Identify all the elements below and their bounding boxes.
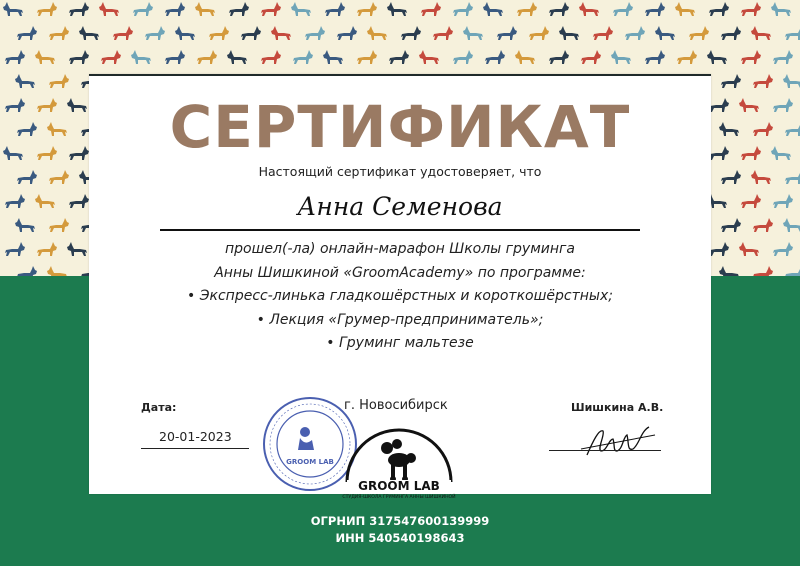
dog-silhouette xyxy=(432,26,453,40)
dog-silhouette xyxy=(452,2,473,16)
dog-silhouette xyxy=(580,50,601,64)
dog-silhouette xyxy=(228,2,249,16)
signature-underline xyxy=(549,450,661,451)
dog-silhouette xyxy=(112,26,133,40)
dog-silhouette xyxy=(784,170,800,184)
dog-silhouette xyxy=(772,194,793,208)
program-line: прошел(-ла) онлайн-марафон Школы груминга xyxy=(225,241,575,257)
dog-silhouette xyxy=(100,50,121,64)
dog-silhouette xyxy=(752,122,773,136)
dog-silhouette xyxy=(739,98,760,112)
dog-silhouette xyxy=(675,2,696,16)
dog-silhouette xyxy=(612,2,633,16)
program-item: • Груминг мальтезе xyxy=(326,335,474,351)
dog-silhouette xyxy=(132,2,153,16)
dog-silhouette xyxy=(68,194,89,208)
dog-silhouette xyxy=(4,194,25,208)
dog-silhouette xyxy=(15,218,36,232)
program-text xyxy=(89,238,711,356)
dog-silhouette xyxy=(175,26,196,40)
dog-silhouette xyxy=(79,26,100,40)
certificate-intro: Настоящий сертификат удостоверяет, что xyxy=(258,164,542,179)
dog-silhouette xyxy=(548,50,569,64)
dog-silhouette xyxy=(16,266,37,276)
dog-silhouette xyxy=(720,170,741,184)
dog-silhouette xyxy=(452,50,473,64)
dog-silhouette xyxy=(688,26,709,40)
dog-silhouette xyxy=(16,170,37,184)
dog-silhouette xyxy=(772,242,793,256)
dog-silhouette xyxy=(16,26,37,40)
dog-silhouette xyxy=(528,26,549,40)
dog-silhouette xyxy=(463,26,484,40)
dog-silhouette xyxy=(387,2,408,16)
dog-silhouette xyxy=(772,50,793,64)
dog-silhouette xyxy=(592,26,613,40)
dog-silhouette xyxy=(336,26,357,40)
dog-silhouette xyxy=(36,242,57,256)
dog-silhouette xyxy=(68,2,89,16)
dog-silhouette xyxy=(484,50,505,64)
dog-silhouette xyxy=(271,26,292,40)
program-item: • Экспресс-линька гладкошёрстных и короткошёрстных; xyxy=(187,288,613,304)
dog-silhouette xyxy=(483,2,504,16)
dog-silhouette xyxy=(676,50,697,64)
dog-silhouette xyxy=(3,2,24,16)
dog-silhouette xyxy=(783,74,800,88)
certificate-title: СЕРТИФИКАТ xyxy=(169,93,631,161)
dog-silhouette xyxy=(708,2,729,16)
dog-silhouette xyxy=(516,2,537,16)
dog-silhouette xyxy=(420,2,441,16)
dog-silhouette xyxy=(68,50,89,64)
date-value: 20-01-2023 xyxy=(159,429,232,444)
dog-silhouette xyxy=(400,26,421,40)
ogrnip-text: ОГРНИП 317547600139999 xyxy=(310,514,490,528)
dog-silhouette xyxy=(240,26,261,40)
dog-silhouette xyxy=(3,146,24,160)
handwritten-signature xyxy=(579,421,659,461)
dog-silhouette xyxy=(304,26,325,40)
dog-silhouette xyxy=(655,26,676,40)
recipient-name: Анна Семенова xyxy=(297,192,503,221)
dog-silhouette xyxy=(196,50,217,64)
dog-silhouette xyxy=(48,170,69,184)
program-item: • Лекция «Грумер-предприниматель»; xyxy=(256,311,544,328)
name-underline xyxy=(160,229,640,231)
dog-silhouette xyxy=(752,266,773,276)
dog-silhouette xyxy=(739,242,760,256)
dog-silhouette xyxy=(611,50,632,64)
dog-silhouette xyxy=(260,50,281,64)
city: г. Новосибирск xyxy=(344,398,448,413)
dog-silhouette xyxy=(36,98,57,112)
dog-silhouette xyxy=(708,98,729,112)
dog-silhouette xyxy=(67,242,88,256)
dog-silhouette xyxy=(4,50,25,64)
dog-silhouette xyxy=(227,50,248,64)
dog-silhouette xyxy=(720,26,741,40)
dog-silhouette xyxy=(784,26,800,40)
dog-silhouette xyxy=(771,146,792,160)
stamp-center-text: GROOM LAB xyxy=(286,458,334,466)
dog-silhouette xyxy=(16,122,37,136)
dog-silhouette xyxy=(67,98,88,112)
certificate-card xyxy=(89,74,711,500)
dog-silhouette xyxy=(260,2,281,16)
dog-silhouette xyxy=(195,2,216,16)
dog-silhouette xyxy=(36,146,57,160)
dog-silhouette xyxy=(708,242,729,256)
dog-silhouette xyxy=(515,50,536,64)
dog-silhouette xyxy=(4,242,25,256)
dog-silhouette xyxy=(559,26,580,40)
dog-silhouette xyxy=(367,26,388,40)
dog-silhouette xyxy=(324,2,345,16)
dog-silhouette xyxy=(356,2,377,16)
dog-silhouette xyxy=(752,74,773,88)
dog-silhouette xyxy=(131,50,152,64)
groom-lab-logo xyxy=(339,428,459,500)
dog-silhouette xyxy=(15,74,36,88)
dog-silhouette xyxy=(291,2,312,16)
dog-silhouette xyxy=(164,50,185,64)
dog-silhouette xyxy=(720,218,741,232)
registration-info xyxy=(0,513,800,547)
dog-silhouette xyxy=(751,170,772,184)
dog-silhouette xyxy=(784,266,800,276)
dog-silhouette xyxy=(47,266,68,276)
dog-silhouette xyxy=(35,194,56,208)
dog-silhouette xyxy=(48,74,69,88)
dog-silhouette xyxy=(68,146,89,160)
dog-silhouette xyxy=(4,98,25,112)
dog-silhouette xyxy=(99,2,120,16)
date-underline xyxy=(141,448,249,449)
dog-silhouette xyxy=(47,122,68,136)
signer-name: Шишкина А.В. xyxy=(571,401,664,414)
dog-silhouette xyxy=(35,50,56,64)
dog-silhouette xyxy=(164,2,185,16)
dog-silhouette xyxy=(208,26,229,40)
dog-silhouette xyxy=(356,50,377,64)
dog-silhouette xyxy=(579,2,600,16)
dog-silhouette xyxy=(740,2,761,16)
dog-silhouette xyxy=(48,218,69,232)
dog-silhouette xyxy=(36,2,57,16)
dog-silhouette xyxy=(548,2,569,16)
dog-silhouette xyxy=(707,50,728,64)
dog-silhouette xyxy=(740,50,761,64)
program-line: Анны Шишкиной «GroomAcademy» по программе: xyxy=(214,264,586,281)
dog-silhouette xyxy=(644,2,665,16)
dog-silhouette xyxy=(292,50,313,64)
dog-silhouette xyxy=(772,98,793,112)
dog-silhouette xyxy=(496,26,517,40)
dog-silhouette xyxy=(740,146,761,160)
dog-silhouette xyxy=(144,26,165,40)
dog-silhouette xyxy=(48,26,69,40)
dog-silhouette xyxy=(644,50,665,64)
dog-silhouette xyxy=(783,218,800,232)
dog-silhouette xyxy=(752,218,773,232)
logo-name: GROOM LAB xyxy=(358,479,440,493)
dog-silhouette xyxy=(751,26,772,40)
dog-silhouette xyxy=(740,194,761,208)
dog-silhouette xyxy=(720,74,741,88)
date-label: Дата: xyxy=(141,401,177,414)
dog-silhouette xyxy=(719,122,740,136)
dog-silhouette xyxy=(388,50,409,64)
logo-tagline: СТУДИЯ-ШКОЛА ГРУМИНГА АННЫ ШИШКИНОЙ xyxy=(342,495,456,500)
dog-silhouette xyxy=(323,50,344,64)
dog-silhouette xyxy=(719,266,740,276)
dog-silhouette xyxy=(624,26,645,40)
dog-silhouette xyxy=(419,50,440,64)
dog-silhouette xyxy=(771,2,792,16)
dog-silhouette xyxy=(708,146,729,160)
inn-text: ИНН 540540198643 xyxy=(335,531,465,545)
dog-silhouette xyxy=(784,122,800,136)
